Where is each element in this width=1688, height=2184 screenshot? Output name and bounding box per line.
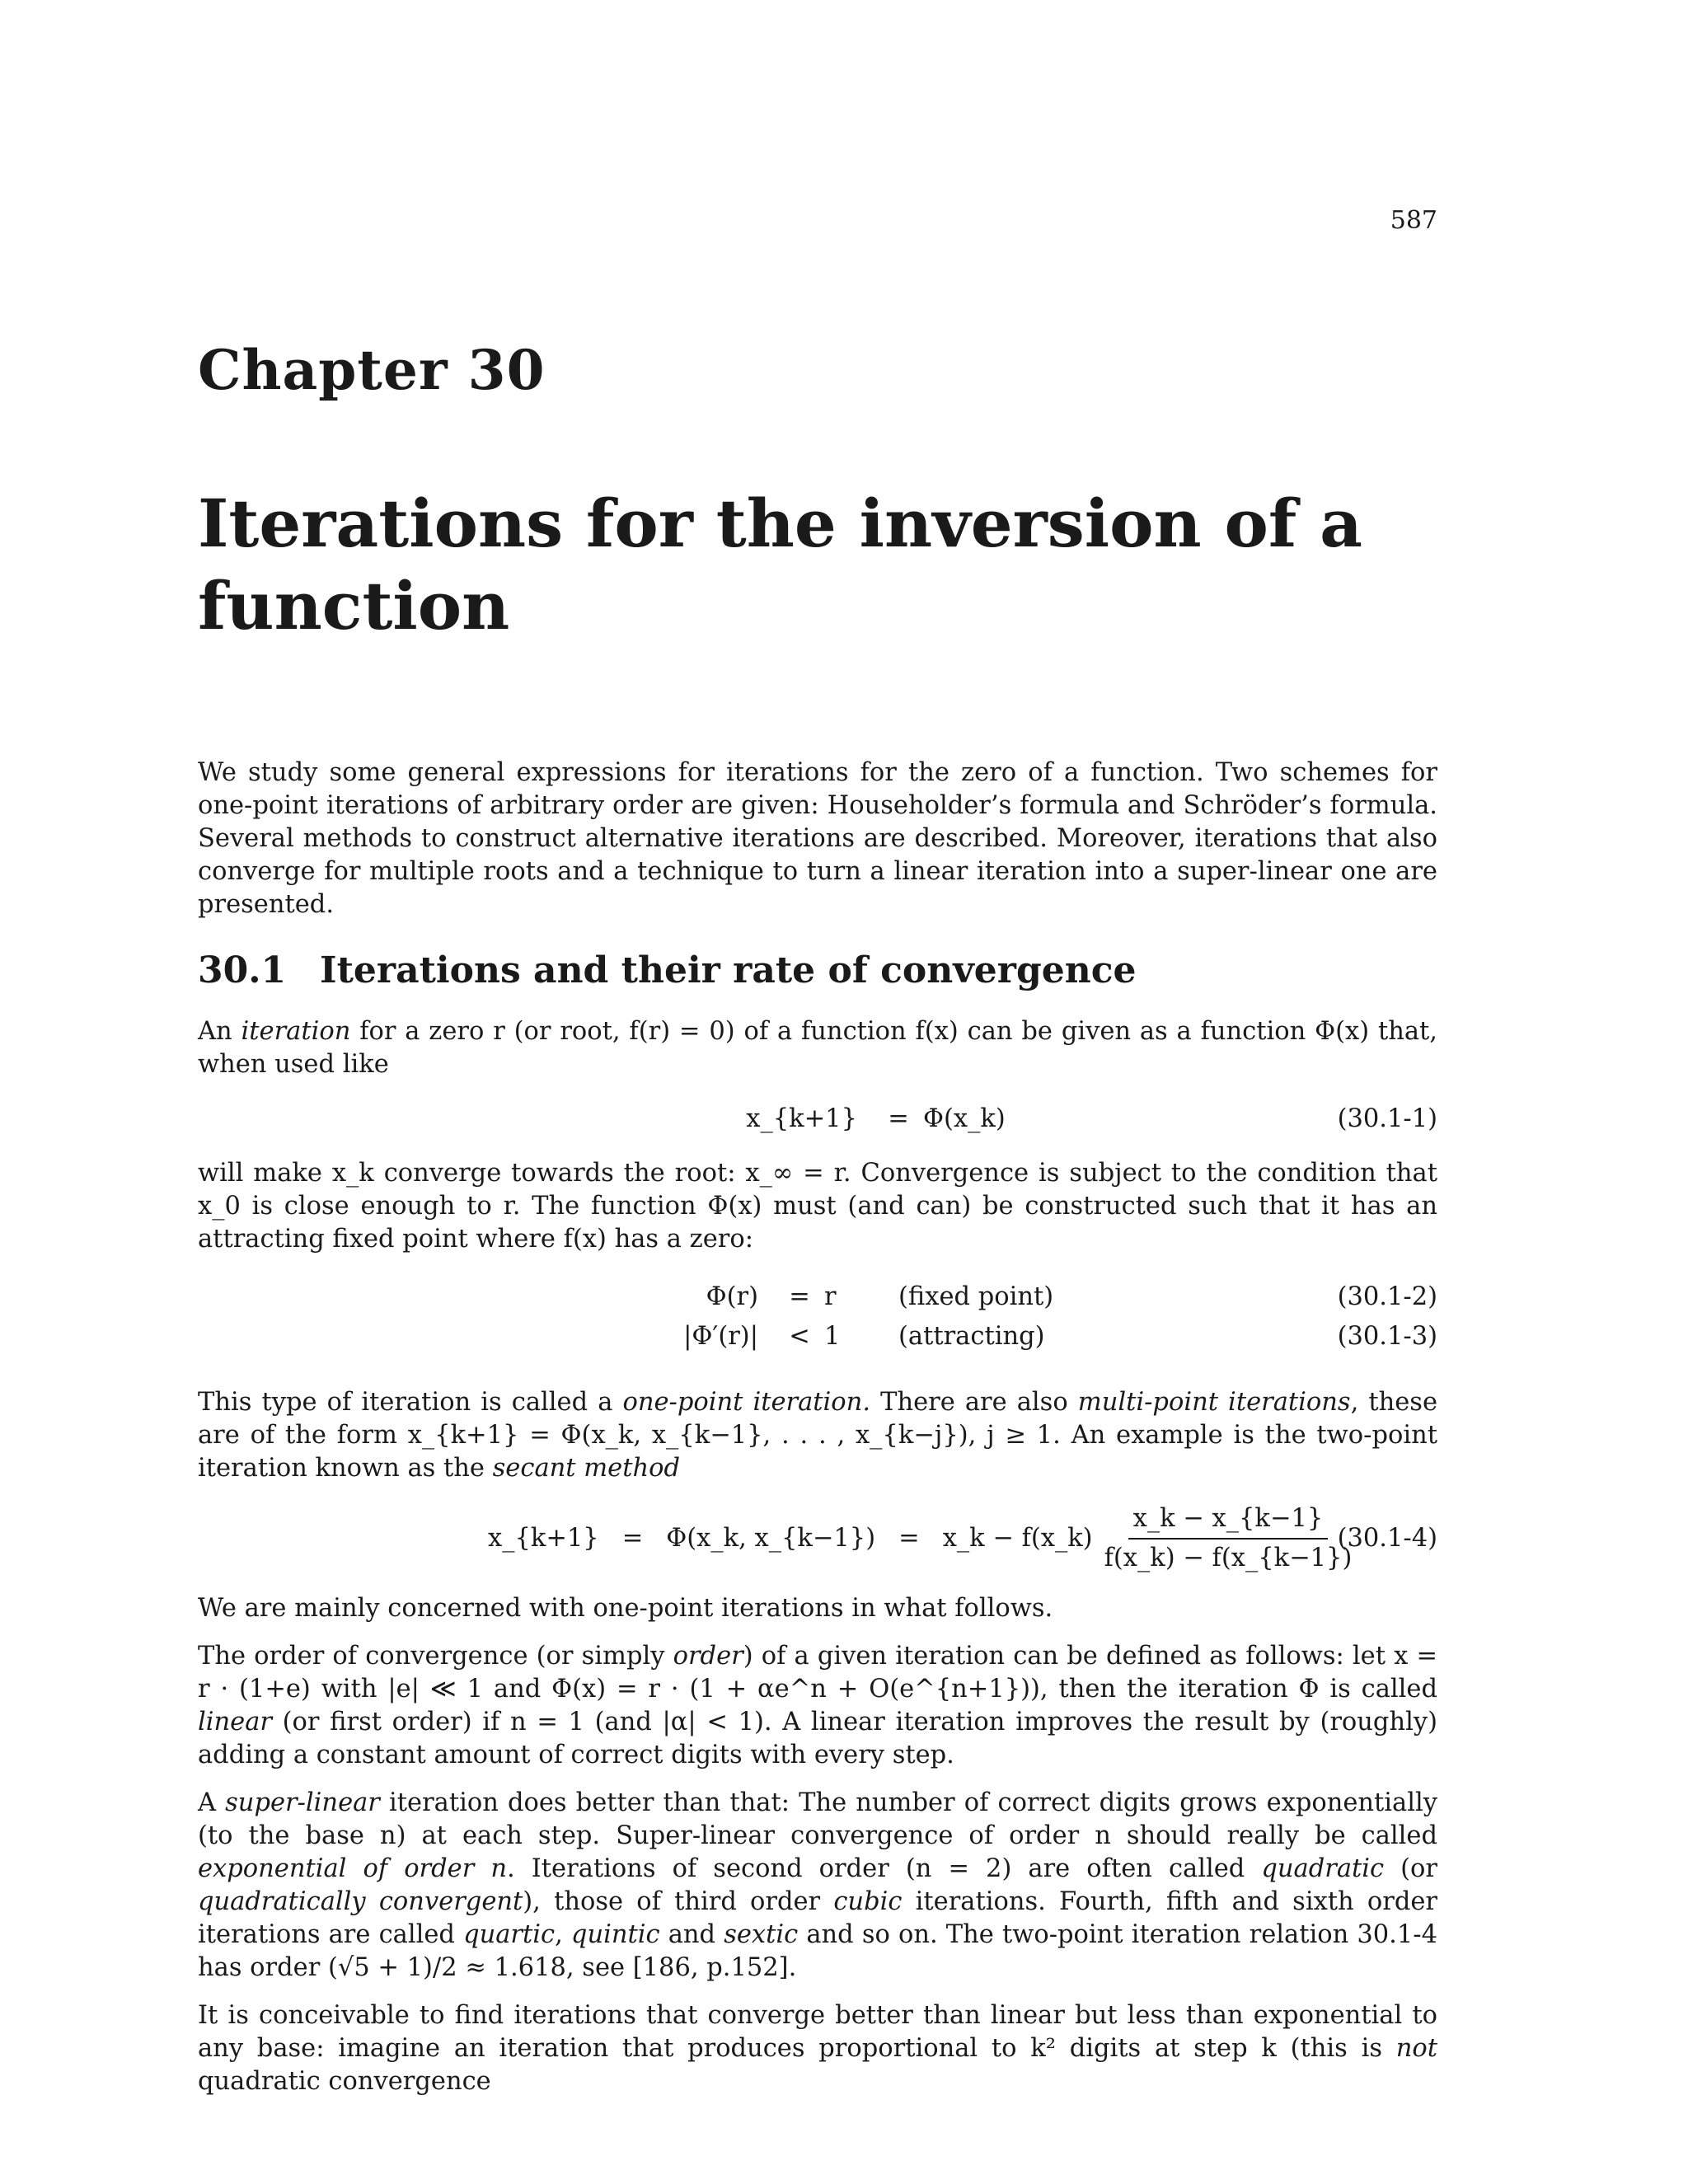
text-run: quadratic convergence [198,2067,491,2096]
text-run: (or first order) if n = 1 (and |α| < 1). A linear iteration improves the result by (roughly) adding a constant amount of correct digits with every step. [198,1708,1437,1769]
text-run: A [198,1788,226,1817]
equation-note: (fixed point) [898,1282,1054,1311]
term-one-point-iteration: one-point iteration. [622,1388,871,1417]
paragraph-conceivable [198,1999,1437,2098]
fraction-numerator: x_k − x_{k−1} [1128,1502,1329,1540]
equation-30-1-2 [198,1281,1437,1314]
paragraph-order-definition [198,1640,1437,1772]
equation-fraction [1100,1502,1357,1575]
term-secant-method: secant method [492,1454,680,1483]
abstract-paragraph: We study some general expressions for iterations for the zero of a function. Two schemes for one-point iterations of arbitrary order are given: Householder’s formula and Schröder’s formula. Several methods to construct alternative iterations are described. Moreover, iterations that also converge for multiple roots and a technique to turn a linear iteration into a super-linear one are presented. [198,758,1437,919]
chapter-label: Chapter 30 [198,338,546,402]
equation-note: (attracting) [898,1322,1045,1351]
text-run: iteration does better than that: The number of correct digits grows exponentially (to the base n) at each step. Super-linear convergence of order n should really be called [198,1788,1437,1850]
text-run: and so on. The two-point iteration relation 30.1-4 has order (√5 + 1)/2 ≈ 1.618, see [186, p.152]. [198,1920,1437,1982]
chapter-title: Iterations for the inversion of a function [198,485,1363,644]
equation-lhs: Φ(r) [706,1282,758,1311]
page-number: 587 [1390,206,1437,235]
section-heading [198,949,1437,991]
equation-30-1-3 [198,1320,1437,1353]
term-quadratic: quadratic [1261,1854,1385,1883]
equation-expression [488,1502,1357,1575]
equation-middle: Φ(x_k, x_{k−1}) [666,1524,876,1553]
equation-number: (30.1-1) [1337,1104,1437,1133]
paragraph-one-point-focus: We are mainly concerned with one-point iterations in what follows. [198,1594,1053,1623]
equation-30-1-1 [198,1103,1437,1136]
text-run: , these are of the form x_{k+1} = Φ(x_k, x_{k−1}, . . . , x_{k−j}), j ≥ 1. An example is the two-point iteration known as the [198,1388,1437,1483]
paragraph-super-linear [198,1787,1437,1985]
section-title: Iterations and their rate of convergence [320,949,1137,991]
text-run: This type of iteration is called a [198,1388,623,1417]
text-run: (or [1384,1854,1437,1883]
equation-30-1-4 [198,1502,1437,1576]
text-run: There are also [870,1388,1078,1417]
equation-number: (30.1-2) [1337,1282,1437,1311]
text-run: . Iterations of second order (n = 2) are often called [507,1854,1262,1883]
term-order: order [673,1642,743,1671]
text-run: and [659,1920,724,1949]
equation-lhs: |Φ′(r)| [683,1322,758,1351]
equation-group-fixed-point [198,1281,1437,1353]
term-cubic: cubic [833,1887,903,1916]
term-sextic: sextic [724,1920,799,1949]
equation-relation: = [888,1104,909,1133]
equation-relation: = [789,1282,810,1311]
text-run: for a zero r (or root, f(r) = 0) of a function f(x) can be given as a function Φ(x) that, when used like [198,1017,1437,1079]
fraction-denominator: f(x_k) − f(x_{k−1}) [1104,1544,1353,1572]
paragraph-convergence: will make x_k converge towards the root: x_∞ = r. Convergence is subject to the condition that x_0 is close enough to r. The function Φ(x) must (and can) be constructed such that it has an attracting fixed point where f(x) has a zero: [198,1159,1437,1254]
equation-rhs: r [824,1282,837,1311]
equation-rhs: 1 [824,1322,841,1351]
term-super-linear: super-linear [225,1788,380,1817]
term-multi-point-iterations: multi-point iterations [1077,1388,1351,1417]
paragraph-multipoint [198,1386,1437,1485]
equation-lhs: x_{k+1} [488,1524,599,1553]
text-run: iterations. Fourth, fifth and sixth order iterations are called [198,1887,1437,1949]
text-run: , [555,1920,571,1949]
equation-relation: = [898,1524,920,1553]
page-body [198,757,1437,2113]
equation-rhs: Φ(x_k) [923,1104,1006,1133]
term-linear: linear [198,1708,272,1736]
text-run: An [198,1017,241,1046]
equation-lhs: x_{k+1} [746,1104,857,1133]
term-quadratically-convergent: quadratically convergent [198,1887,523,1916]
term-iteration: iteration [241,1017,351,1046]
section-number: 30.1 [198,949,287,991]
paragraph-iteration-definition [198,1015,1437,1081]
text-run: ), those of third order [523,1887,834,1916]
text-run: ) of a given iteration can be defined as follows: let x = r · (1+e) with |e| ≪ 1 and Φ(x) = r · (1 + αe^n + O(e^{n+1})), then the iteration Φ is called [198,1642,1438,1704]
equation-rhs: x_k − f(x_k) [942,1524,1093,1553]
text-run: The order of convergence (or simply [198,1642,673,1671]
equation-relation: < [789,1322,810,1351]
term-exponential-of-order-n: exponential of order n [198,1854,507,1883]
term-quintic: quintic [570,1920,660,1949]
text-run: It is conceivable to find iterations that converge better than linear but less than exponential to any base: imagine an iteration that produces proportional to k² digits at step k (this is [198,2001,1437,2063]
equation-number: (30.1-4) [1337,1524,1437,1553]
term-quartic: quartic [463,1920,556,1949]
term-not: not [1395,2034,1437,2063]
equation-relation: = [621,1524,644,1553]
equation-number: (30.1-3) [1337,1322,1437,1351]
